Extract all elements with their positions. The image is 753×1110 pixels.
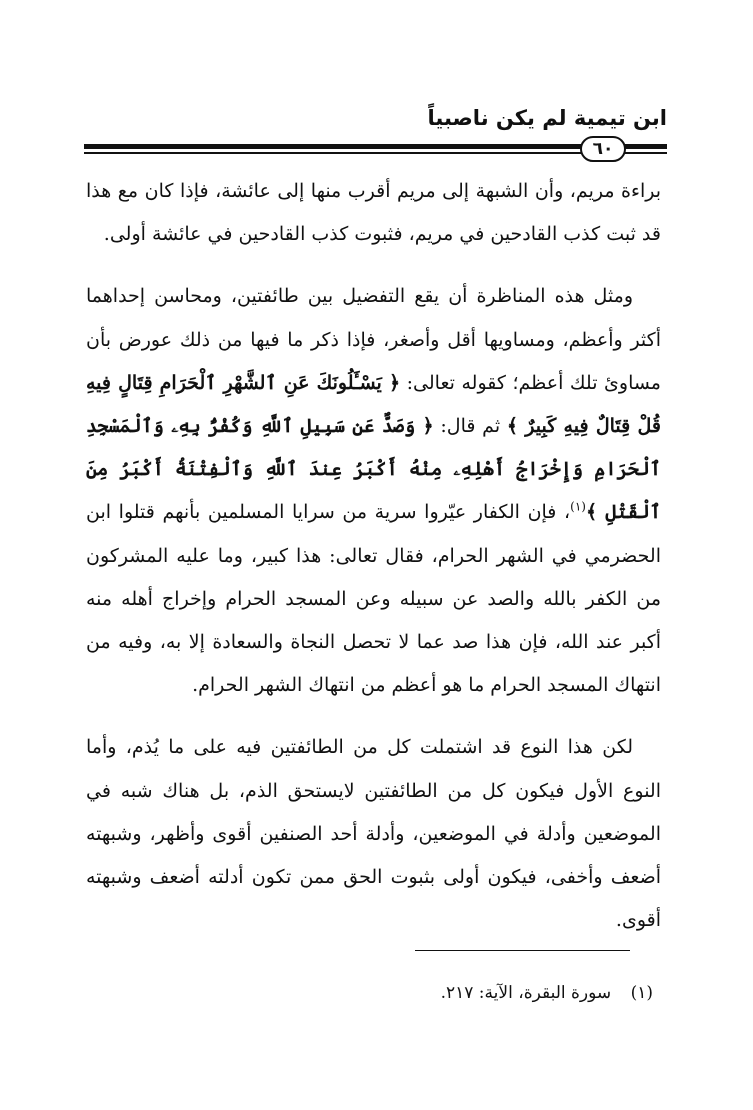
header-rule — [84, 136, 667, 162]
footnote — [441, 980, 653, 1006]
footnote-text: سورة البقرة، الآية: ٢١٧. — [440, 983, 612, 1003]
quran-verse-2: ﴿ وَصَدٌّ عَن سَبِيلِ ٱللَّهِ وَكُفْرٌۢ بِهِۦ وَٱلْمَسْجِدِ ٱلْحَرَامِ وَإِخْرَاجُ أَهْلِهِۦ مِنْهُ أَكْبَرُ عِندَ ٱللَّهِ وَٱلْفِتْنَةُ أَكْبَرُ مِنَ ٱلْقَتْلِ ﴾ — [86, 415, 661, 524]
paragraph-3: لكن هذا النوع قد اشتملت كل من الطائفتين فيه على ما يُذم، وأما النوع الأول فيكون كل من الطائفتين لايستحق الذم، بل هناك شبه في الموضعين وأدلة في الموضعين، وأدلة أحد الصنفين أقوى وأظهر، وشبهته أضعف وأخفى، فيكون أولى بثبوت الحق ممن تكون أدلته أضعف وشبهته أقوى. — [86, 736, 661, 932]
footnote-number: (١) — [630, 983, 653, 1003]
paragraph-2-intro: ومثل هذه المناظرة أن يقع التفضيل بين طائفتين، ومحاسن إحداهما أكثر وأعظم، ومساويها أقل وأصغر، فإذا ذكر ما فيها من ذلك عورض بأن مساوئ تلك أعظم؛ كقوله تعالى: — [86, 285, 661, 394]
paragraph-1: براءة مريم، وأن الشبهة إلى مريم أقرب منها إلى عائشة، فإذا كان مع هذا قد ثبت كذب القادحين في مريم، فثبوت كذب القادحين في عائشة أولى. — [86, 180, 661, 246]
paragraph-2 — [86, 275, 661, 707]
running-title: ابن تيمية لم يكن ناصبياً — [427, 106, 667, 130]
page-number: ٦٠ — [580, 136, 626, 162]
footnote-divider — [415, 950, 630, 951]
quran-verse-1: ﴿ يَسْـَٔلُونَكَ عَنِ ٱلشَّهْرِ ٱلْحَرَامِ قِتَالٍ فِيهِ قُلْ قِتَالٌ فِيهِ كَبِيرٌ ﴾ — [86, 371, 661, 438]
paragraph-2-mid: ثم قال: — [440, 415, 501, 438]
main-text — [86, 170, 661, 961]
paragraph-2-rest: ، فإن الكفار عيّروا سرية من سرايا المسلمين بأنهم قتلوا ابن الحضرمي في الشهر الحرام، فقال تعالى: هذا كبير، وما عليه المشركون من الكفر بالله والصد عن سبيله وعن المسجد الحرام وإخراج أهله منه أكبر عند الله، فإن هذا صد عما لا تحصل النجاة والسعادة إلا به، وفيه من انتهاك المسجد الحرام ما هو أعظم من انتهاك الشهر الحرام. — [86, 501, 661, 697]
footnote-marker[interactable]: (١) — [570, 500, 586, 515]
